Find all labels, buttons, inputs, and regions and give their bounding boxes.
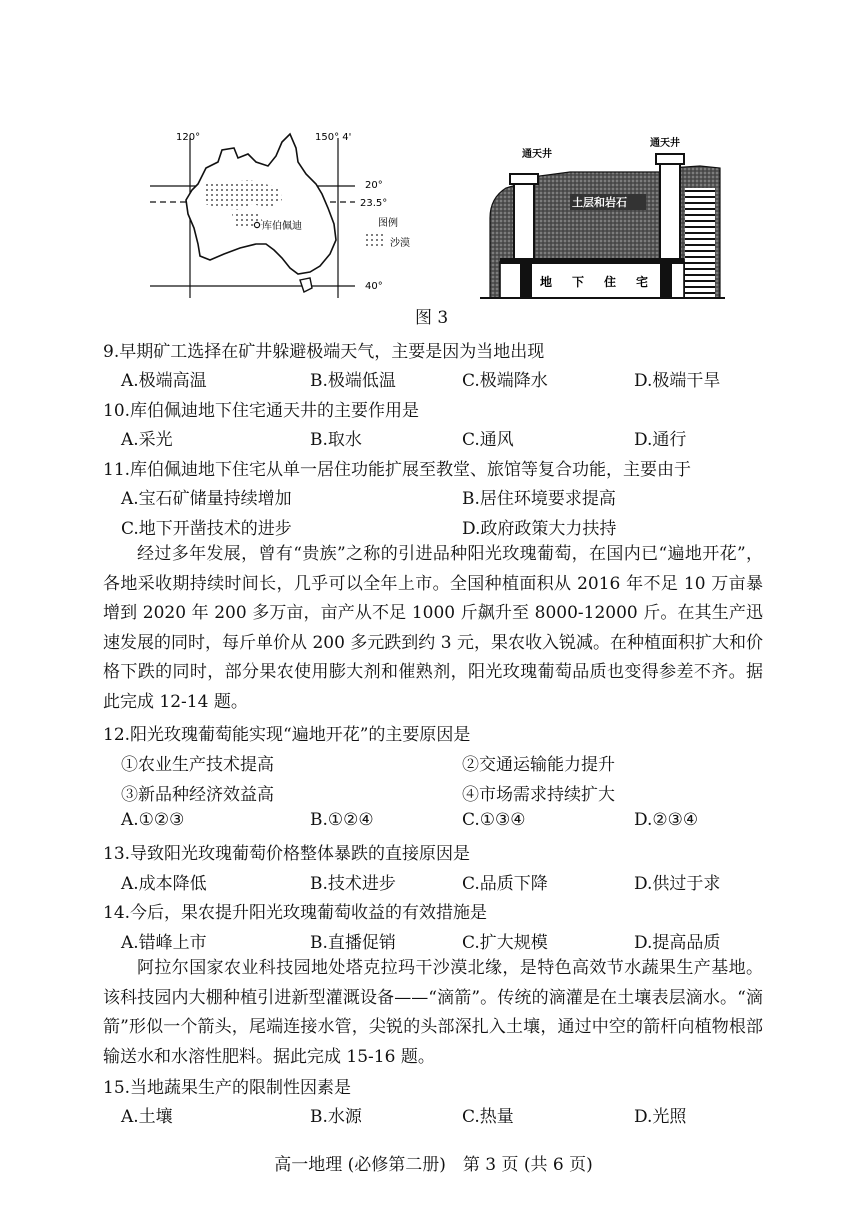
question-9-option-b[interactable]: B.极端低温 [310,371,396,391]
house-char-2: 下 [572,275,585,289]
question-14-option-d[interactable]: D.提高品质 [634,933,721,953]
question-10-option-d[interactable]: D.通行 [634,430,687,450]
question-11-stem: 11.库伯佩迪地下住宅从单一居住功能扩展至教堂、旅馆等复合功能，主要由于 [103,460,692,480]
vent-label-right: 通天井 [650,138,680,149]
question-11-option-b[interactable]: B.居住环境要求提高 [462,489,616,509]
question-15-option-c[interactable]: C.热量 [462,1107,514,1127]
surface-hatch [685,188,715,298]
question-14-option-c[interactable]: C.扩大规模 [462,933,548,953]
legend-desert-label: 沙漠 [390,238,410,249]
vent-label-left: 通天井 [522,149,552,160]
rock-label: 土层和岩石 [572,196,627,209]
vent-cap-right [656,154,684,164]
house-pillar-2 [660,264,672,298]
house-char-1: 地 [540,275,553,289]
vent-shaft-right [660,160,680,260]
lat-20-label: 20° [365,180,383,191]
passage-grape: 经过多年发展，曾有“贵族”之称的引进品种阳光玫瑰葡萄，在国内已“遍地开花”，各地采收期持续时间长，几乎可以全年上市。全国种植面积从 2016 年不足 10 万亩暴增到 2020 年 200 多万亩，亩产从不足 1000 斤飙升至 8000-12000 斤。在其生产迅速发展的同时，每斤单价从 200 多元跌到约 3 元，果农收入锐减。在种植面积扩大和价格下跌的同时，部分果农使用膨大剂和催熟剂，阳光玫瑰葡萄品质也变得参差不齐。据此完成 12-14 题。 [103,544,763,712]
house-ceiling [500,258,684,264]
question-9-stem: 9.早期矿工选择在矿井躲避极端天气，主要是因为当地出现 [103,342,545,362]
figure-3-svg [140,128,740,328]
question-10-option-a[interactable]: A.采光 [121,430,173,450]
question-14-option-b[interactable]: B.直播促销 [310,933,396,953]
question-9-option-c[interactable]: C.极端降水 [462,371,548,391]
lat-40-label: 40° [365,281,383,292]
question-9-option-a[interactable]: A.极端高温 [121,371,207,391]
question-12-item-3: ③新品种经济效益高 [121,785,274,805]
question-13-option-d[interactable]: D.供过于求 [634,874,721,894]
figure-3 [140,128,740,328]
question-14-option-a[interactable]: A.错峰上市 [121,933,207,953]
town-label: 库伯佩迪 [262,221,302,232]
question-11-option-a[interactable]: A.宝石矿储量持续增加 [121,489,292,509]
question-13-stem: 13.导致阳光玫瑰葡萄价格整体暴跌的直接原因是 [103,844,471,864]
question-12-item-4: ④市场需求持续扩大 [462,785,615,805]
question-12-option-c[interactable]: C.①③④ [462,810,526,830]
question-15-option-b[interactable]: B.水源 [310,1107,362,1127]
question-14-stem: 14.今后，果农提升阳光玫瑰葡萄收益的有效措施是 [103,903,488,923]
question-11-option-c[interactable]: C.地下开凿技术的进步 [121,519,292,539]
question-9-option-d[interactable]: D.极端干旱 [634,371,721,391]
question-10-option-c[interactable]: C.通风 [462,430,514,450]
tasmania [300,278,312,292]
question-15-option-a[interactable]: A.土壤 [121,1107,173,1127]
underground-section [480,136,725,298]
lon-150-label: 150° 4' [315,132,352,143]
question-10-option-b[interactable]: B.取水 [310,430,362,450]
page-footer: 高一地理 (必修第二册) 第 3 页 (共 6 页) [274,1155,593,1175]
question-12-stem: 12.阳光玫瑰葡萄能实现“遍地开花”的主要原因是 [103,725,471,745]
question-12-option-a[interactable]: A.①②③ [121,810,185,830]
town-marker [254,222,259,227]
question-13-option-b[interactable]: B.技术进步 [310,874,396,894]
question-10-stem: 10.库伯佩迪地下住宅通天井的主要作用是 [103,401,420,421]
house-pillar-1 [520,264,532,298]
vent-cap-left [510,174,538,184]
question-12-item-2: ②交通运输能力提升 [462,755,615,775]
figure-caption: 图 3 [415,308,449,328]
legend-title: 图例 [378,218,398,229]
passage-irrigation: 阿拉尔国家农业科技园地处塔克拉玛干沙漠北缘，是特色高效节水蔬果生产基地。该科技园内大棚种植引进新型灌溉设备——“滴箭”。传统的滴灌是在土壤表层滴水。“滴箭”形似一个箭头，尾端连接水管，尖锐的头部深扎入土壤，通过中空的箭杆向植物根部输送水和水溶性肥料。据此完成 15-16 题。 [103,958,763,1067]
house-char-3: 住 [604,275,617,289]
question-15-stem: 15.当地蔬果生产的限制性因素是 [103,1078,352,1098]
question-12-item-1: ①农业生产技术提高 [121,755,274,775]
lat-23-5-label: 23.5° [360,198,388,209]
question-12-option-d[interactable]: D.②③④ [634,810,699,830]
question-13-option-a[interactable]: A.成本降低 [121,874,207,894]
question-15-option-d[interactable]: D.光照 [634,1107,687,1127]
vent-shaft-left [514,180,534,260]
legend-desert-swatch [366,234,386,248]
house-char-4: 宅 [636,275,649,289]
question-12-option-b[interactable]: B.①②④ [310,810,374,830]
lon-120-label: 120° [176,132,201,143]
australia-map [150,132,410,298]
question-11-option-d[interactable]: D.政府政策大力扶持 [462,519,617,539]
question-13-option-c[interactable]: C.品质下降 [462,874,548,894]
